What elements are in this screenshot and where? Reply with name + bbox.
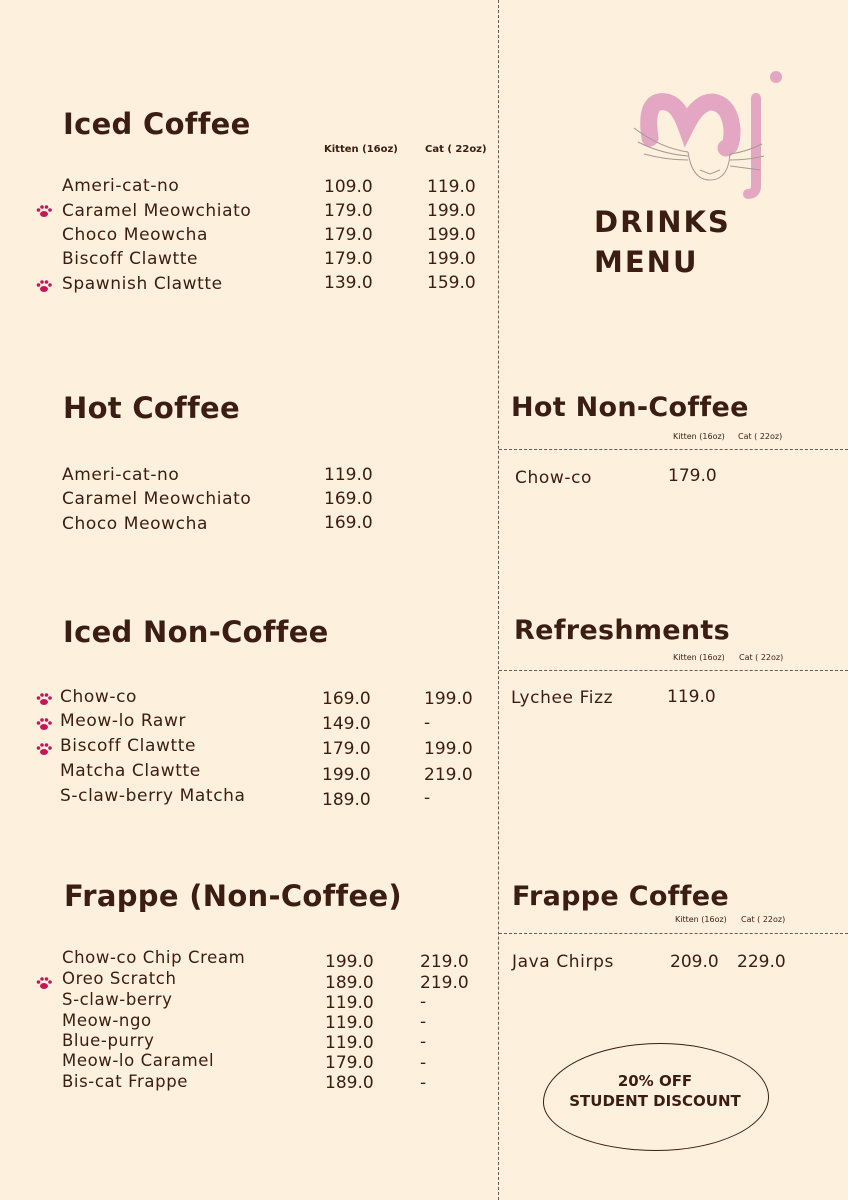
price-kitten: 209.0 [670, 952, 719, 972]
menu-item-name: Meow-lo Caramel [62, 1051, 215, 1070]
price-cat: - [420, 1012, 427, 1032]
size-header-kitten: Kitten (16oz) [324, 144, 398, 155]
price-cat: 219.0 [424, 765, 473, 785]
section-title-frappe-coffee: Frappe Coffee [512, 881, 729, 912]
price-kitten: 199.0 [322, 765, 371, 785]
menu-item-name: Java Chirps [512, 952, 614, 972]
menu-item-name: Chow-co [515, 468, 593, 488]
price-kitten: 179.0 [324, 201, 373, 221]
size-header-kitten: Kitten (16oz) [673, 432, 725, 441]
menu-item-name: Meow-lo Rawr [60, 711, 187, 731]
price-cat: - [420, 1032, 427, 1052]
menu-item-name: Bis-cat Frappe [62, 1072, 189, 1091]
price-kitten: 189.0 [322, 790, 371, 810]
price-kitten: 149.0 [322, 714, 371, 734]
price-kitten: 179.0 [324, 225, 373, 245]
price-cat: 219.0 [420, 973, 469, 993]
menu-item-name: Oreo Scratch [62, 969, 177, 988]
size-header-cat: Cat ( 22oz) [741, 915, 786, 924]
section-divider [499, 449, 848, 450]
price-cat: 199.0 [427, 225, 476, 245]
section-title-refreshments: Refreshments [514, 615, 731, 646]
price-kitten: 179.0 [324, 249, 373, 269]
price-cat: - [424, 788, 431, 808]
price-kitten: 169.0 [324, 513, 373, 533]
menu-title [594, 202, 731, 282]
size-header-cat: Cat ( 22oz) [739, 653, 784, 662]
section-divider [499, 670, 848, 671]
menu-item-name: Spawnish Clawtte [62, 274, 223, 294]
paw-icon [35, 976, 53, 990]
menu-item-name: Matcha Clawtte [60, 761, 201, 781]
menu-item-name: Chow-co [60, 687, 138, 707]
menu-item-name: Lychee Fizz [511, 688, 614, 708]
price-kitten: 179.0 [668, 466, 717, 486]
price-cat: 199.0 [427, 201, 476, 221]
paw-icon [35, 742, 53, 756]
paw-icon [35, 279, 53, 293]
discount-text [543, 1071, 767, 1111]
menu-item-name: Biscoff Clawtte [62, 249, 199, 269]
menu-item-name: Meow-ngo [62, 1011, 152, 1030]
price-kitten: 139.0 [324, 273, 373, 293]
section-title-hot-coffee: Hot Coffee [63, 391, 240, 425]
menu-item-name: Blue-purry [62, 1031, 155, 1050]
price-kitten: 119.0 [325, 1033, 374, 1053]
price-cat: 199.0 [424, 739, 473, 759]
size-header-cat: Cat ( 22oz) [425, 144, 487, 155]
menu-item-name: S-claw-berry Matcha [60, 786, 246, 806]
price-kitten: 179.0 [322, 739, 371, 759]
section-divider [499, 933, 848, 934]
menu-item-name: Ameri-cat-no [62, 465, 180, 485]
price-kitten: 119.0 [325, 1013, 374, 1033]
menu-item-name: Caramel Meowchiato [62, 489, 252, 509]
size-header-kitten: Kitten (16oz) [675, 915, 727, 924]
price-kitten: 169.0 [322, 689, 371, 709]
menu-item-name: Biscoff Clawtte [60, 736, 197, 756]
menu-title-line2: MENU [594, 245, 699, 279]
menu-item-name: Chow-co Chip Cream [62, 948, 246, 967]
price-kitten: 109.0 [324, 177, 373, 197]
price-cat: - [420, 1053, 427, 1073]
price-kitten: 169.0 [324, 489, 373, 509]
price-cat: - [424, 713, 431, 733]
price-kitten: 189.0 [325, 1073, 374, 1093]
price-kitten: 119.0 [325, 993, 374, 1013]
section-title-iced-non-coffee: Iced Non-Coffee [63, 615, 329, 649]
menu-item-name: Choco Meowcha [62, 225, 208, 245]
menu-item-name: Ameri-cat-no [62, 176, 180, 196]
section-title-frappe-non-coffee: Frappe (Non-Coffee) [64, 879, 402, 913]
price-kitten: 119.0 [667, 687, 716, 707]
size-header-kitten: Kitten (16oz) [673, 653, 725, 662]
price-cat: 159.0 [427, 273, 476, 293]
vertical-divider [498, 0, 499, 1200]
price-cat: 229.0 [737, 952, 786, 972]
price-cat: - [420, 992, 427, 1012]
menu-title-line1: DRINKS [594, 205, 731, 239]
section-title-hot-non-coffee: Hot Non-Coffee [511, 392, 749, 423]
menu-item-name: Choco Meowcha [62, 514, 208, 534]
price-cat: 219.0 [420, 952, 469, 972]
price-cat: - [420, 1073, 427, 1093]
price-cat: 199.0 [424, 689, 473, 709]
price-cat: 119.0 [427, 177, 476, 197]
menu-item-name: S-claw-berry [62, 990, 173, 1009]
menu-item-name: Caramel Meowchiato [62, 201, 252, 221]
paw-icon [35, 692, 53, 706]
price-kitten: 199.0 [325, 952, 374, 972]
section-title-iced-coffee: Iced Coffee [63, 107, 251, 141]
price-kitten: 189.0 [325, 973, 374, 993]
paw-icon [35, 204, 53, 218]
paw-icon [35, 717, 53, 731]
price-kitten: 119.0 [324, 465, 373, 485]
discount-line1: 20% OFF [617, 1072, 693, 1090]
price-kitten: 179.0 [325, 1053, 374, 1073]
size-header-cat: Cat ( 22oz) [738, 432, 783, 441]
cat-logo-icon [630, 68, 790, 203]
price-cat: 199.0 [427, 249, 476, 269]
discount-line2: STUDENT DISCOUNT [569, 1092, 741, 1110]
